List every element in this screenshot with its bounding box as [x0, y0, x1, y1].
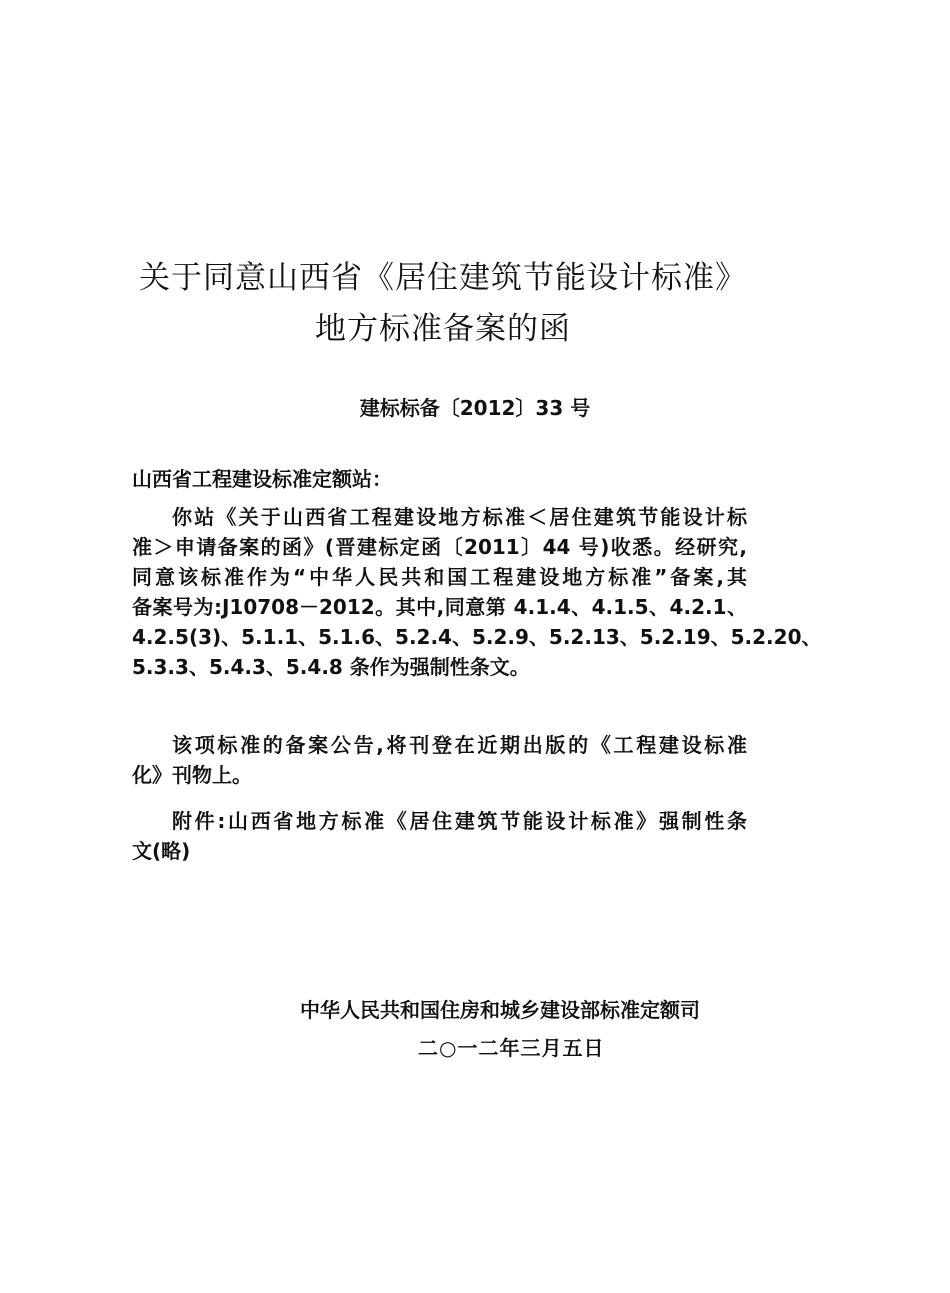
document-title-line-1: 关于同意山西省《居住建筑节能设计标准》: [139, 260, 747, 296]
paragraph-1-line: 备案号为:J10708－2012。其中,同意第 4.1.4、4.1.5、4.2.1、: [132, 595, 747, 619]
paragraph-3-line: 附件:山西省地方标准《居住建筑节能设计标准》强制性条: [172, 809, 747, 833]
issue-date: 二○一二年三月五日: [418, 1036, 605, 1060]
document-number: 建标标备〔2012〕33 号: [359, 396, 591, 420]
paragraph-1: [132, 502, 822, 682]
paragraph-1-line: 你站《关于山西省工程建设地方标准＜居住建筑节能设计标: [172, 505, 747, 529]
paragraph-3-line: 文(略): [132, 839, 191, 863]
paragraph-2-line: 该项标准的备案公告,将刊登在近期出版的《工程建设标准: [172, 733, 747, 757]
paragraph-2-line: 化》刊物上。: [132, 763, 252, 787]
paragraph-1-line: 同意该标准作为“中华人民共和国工程建设地方标准”备案,其: [132, 565, 747, 589]
salutation: 山西省工程建设标准定额站：: [132, 467, 392, 491]
paragraph-1-line: 准＞申请备案的函》(晋建标定函〔2011〕44 号)收悉。经研究,: [132, 535, 747, 559]
document-title-line-2: 地方标准备案的函: [315, 311, 571, 347]
paragraph-1-line: 5.3.3、5.4.3、5.4.8 条作为强制性条文。: [132, 655, 530, 679]
paragraph-3: [132, 806, 747, 866]
paragraph-1-line: 4.2.5(3)、5.1.1、5.1.6、5.2.4、5.2.9、5.2.13、5.2.19、5.2.20、: [132, 625, 822, 649]
issuing-authority: 中华人民共和国住房和城乡建设部标准定额司: [300, 998, 700, 1022]
paragraph-2: [132, 730, 747, 790]
